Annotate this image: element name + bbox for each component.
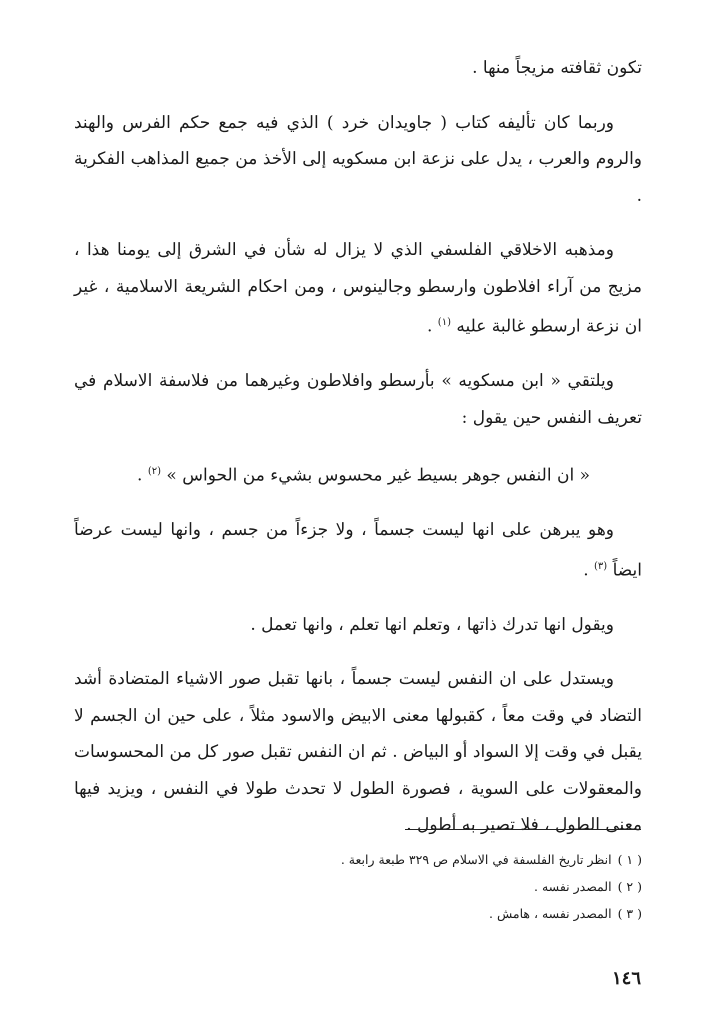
paragraph-4: ويلتقي « ابن مسكويه » بأرسطو وافلاطون وغيرهما من فلاسفة الاسلام في تعريف النفس حين يقول :	[74, 371, 642, 428]
footnote-number: ( ٢ )	[617, 879, 642, 894]
footnote-2	[200, 873, 642, 900]
paragraph-8: ويستدل على ان النفس ليست جسماً ، بانها تقبل صور الاشياء المتضادة أشد التضاد في وقت معاً ، كقبولها معنى الابيض والاسود مثلاً ، على حين ان الجسم لا يقبل في وقت إلا السواد أو البياض . ثم ان النفس تقبل صور كل من المحسوسات والمعقولات على السوية ، فصورة الطول لا تحدث طولا في النفس ، ويزيد فيها معنى الطول ، فلا تصير به أطول .	[74, 669, 642, 836]
footnote-3	[200, 900, 642, 927]
page-body	[74, 50, 642, 862]
quote-text: « ان النفس جوهر بسيط غير محسوس بشيء من الحواس »	[166, 465, 590, 486]
paragraph-3	[74, 232, 642, 345]
footnote-text: المصدر نفسه ، هامش .	[489, 906, 612, 921]
paragraph-6-end: .	[583, 560, 589, 581]
paragraph-7: ويقول انها تدرك ذاتها ، وتعلم انها تعلم ، وانها تعمل .	[250, 614, 614, 635]
paragraph-3-text: ومذهبه الاخلاقي الفلسفي الذي لا يزال له شأن في الشرق إلى يومنا هذا ، مزيج من آراء افلاطون وارسطو وجالينوس ، ومن احكام الشريعة الاسلامية ، غير ان نزعة ارسطو غالبة عليه	[74, 240, 642, 337]
footnote-text: المصدر نفسه .	[534, 879, 612, 894]
footnotes	[200, 846, 642, 927]
paragraph-6-text: وهو يبرهن على انها ليست جسماً ، ولا جزءاً من جسم ، وانها ليست عرضاً ايضاً	[74, 520, 642, 581]
footnote-divider	[405, 829, 641, 830]
footnote-ref-3: (٣)	[594, 560, 608, 572]
footnote-ref-1: (١)	[437, 317, 451, 328]
paragraph-3-end: .	[426, 316, 433, 337]
quote-end: .	[137, 465, 143, 486]
footnote-text: انظر تاريخ الفلسفة في الاسلام ص ٣٢٩ طبعة رابعة .	[340, 852, 612, 867]
quote-paragraph	[74, 454, 642, 494]
footnote-ref-2: (٢)	[147, 466, 162, 478]
footnote-number: ( ٣ )	[617, 906, 642, 921]
paragraph-1: تكون ثقافته مزيجاً منها .	[472, 58, 642, 78]
paragraph-6	[74, 512, 642, 589]
footnote-number: ( ١ )	[617, 852, 642, 867]
footnote-1	[200, 846, 642, 873]
paragraph-2: وربما كان تأليفه كتاب ( جاويدان خرد ) الذي فيه جمع حكم الفرس والهند والروم والعرب ، يدل على نزعة ابن مسكويه إلى الأخذ من جميع المذاهب الفكرية .	[74, 112, 642, 206]
page-number: ١٤٦	[611, 968, 641, 989]
